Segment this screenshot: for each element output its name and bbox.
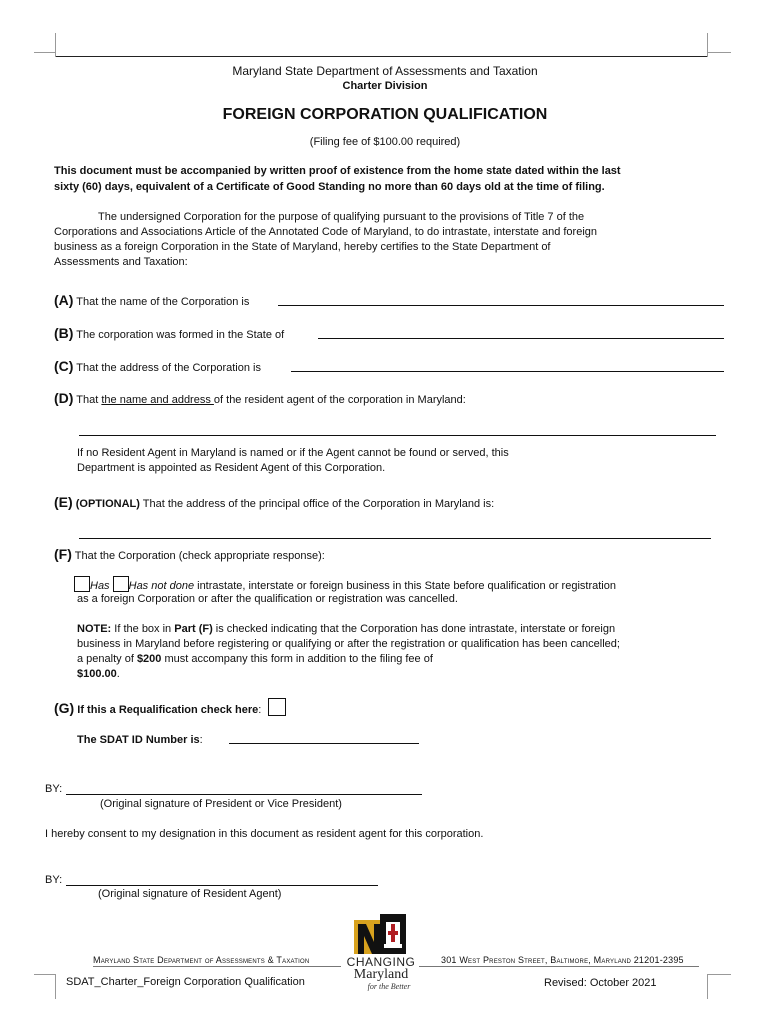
section-a-label: That the name of the Corporation is (76, 296, 250, 308)
fee-amount: $100.00 (77, 668, 117, 680)
section-d-label (76, 394, 466, 406)
footer-rule (419, 966, 699, 967)
has-checkbox[interactable] (74, 576, 90, 592)
note-label: NOTE: (77, 623, 112, 635)
consent-statement: I hereby consent to my designation in this document as resident agent for this corporation. (45, 828, 484, 840)
logo-text-maryland: Maryland (353, 967, 409, 982)
section-a (54, 292, 249, 308)
section-d (54, 390, 466, 406)
by-label: BY: (45, 783, 63, 795)
footer-rule (93, 966, 341, 967)
section-e (54, 494, 494, 510)
section-letter: (C) (54, 358, 74, 374)
body-line: business as a foreign Corporation in the State of Maryland, hereby certifies to the State Department of (54, 241, 551, 253)
crop-mark (34, 974, 56, 975)
division-name: Charter Division (342, 80, 428, 92)
crop-mark (707, 52, 731, 53)
body-line: Corporations and Associations Article of the Annotated Code of Maryland, to do intrastate, interstate and foreign (54, 226, 597, 238)
penalty-note (77, 623, 615, 635)
maryland-flag-icon (354, 914, 406, 954)
body-line: Assessments and Taxation: (54, 256, 188, 268)
agency-name: Maryland State Department of Assessments and Taxation (232, 64, 538, 78)
section-letter: (A) (54, 292, 74, 308)
note-text: business in Maryland before registering or qualifying or after the registration or qualification has been cancelled; (77, 638, 620, 650)
resident-agent-field[interactable] (79, 435, 716, 436)
intro-bold-line: sixty (60) days, equivalent of a Certificate of Good Standing no more than 60 days old at the time of filing. (54, 181, 605, 193)
crop-mark (707, 33, 708, 57)
logo-text-changing: CHANGING (346, 955, 416, 969)
sdat-id-field[interactable] (229, 743, 419, 744)
section-letter: (E) (54, 494, 73, 510)
by-label: BY: (45, 874, 63, 886)
requalification-label: If this a Requalification check here (77, 704, 259, 716)
requalification-colon: : (258, 704, 262, 716)
has-not-label: Has not done (128, 580, 195, 592)
officer-signature-field[interactable] (66, 794, 422, 795)
corporation-name-field[interactable] (278, 305, 724, 306)
resident-agent-note: Department is appointed as Resident Agent of this Corporation. (77, 462, 386, 474)
crop-mark (707, 975, 708, 999)
penalty-note-line (77, 653, 433, 665)
footer-address: 301 West Preston Street, Baltimore, Maryland 21201-2395 (441, 955, 684, 965)
section-g (54, 698, 286, 716)
crop-mark (55, 33, 56, 57)
requalification-checkbox[interactable] (268, 698, 286, 716)
note-text: is checked indicating that the Corporation has done intrastate, interstate or foreign (215, 623, 616, 635)
agent-signature-field[interactable] (66, 885, 378, 886)
changing-maryland-logo (354, 914, 406, 954)
section-f-label: That the Corporation (check appropriate response): (74, 550, 325, 562)
fee-end: . (116, 668, 120, 680)
note-part: Part (F) (174, 623, 213, 635)
section-c-label: That the address of the Corporation is (76, 362, 261, 374)
optional-label: (OPTIONAL) (75, 498, 140, 510)
fee-line (77, 668, 120, 680)
revision-date: Revised: October 2021 (544, 977, 657, 989)
section-letter: (G) (54, 700, 75, 716)
sdat-id-label: The SDAT ID Number is (77, 734, 200, 746)
logo-text-tagline: for the Better (367, 982, 411, 991)
section-letter: (D) (54, 390, 74, 406)
has-not-done-checkbox[interactable] (113, 576, 129, 592)
has-label: Has (90, 580, 110, 592)
page-title: FOREIGN CORPORATION QUALIFICATION (222, 106, 548, 123)
section-d-text: That (76, 394, 102, 406)
section-b (54, 325, 284, 341)
sdat-id-colon: : (199, 734, 203, 746)
fee-note: (Filing fee of $100.00 required) (309, 136, 461, 148)
corporation-address-field[interactable] (291, 371, 724, 372)
business-options-text: as a foreign Corporation or after the qualification or registration was cancelled. (77, 593, 458, 605)
section-letter: (B) (54, 325, 74, 341)
resident-agent-note: If no Resident Agent in Maryland is named or if the Agent cannot be found or served, this (77, 447, 509, 459)
penalty-amount: $200 (136, 653, 162, 665)
state-formed-field[interactable] (318, 338, 724, 339)
note-text: If the box in (114, 623, 172, 635)
section-b-label: The corporation was formed in the State of (76, 329, 285, 341)
note-text: must accompany this form in addition to the filing fee of (164, 653, 433, 665)
sdat-id-row (77, 734, 203, 746)
top-rule (56, 56, 707, 57)
section-c (54, 358, 261, 374)
section-d-underlined: the name and address (101, 394, 214, 406)
crop-mark (55, 975, 56, 999)
form-name: SDAT_Charter_Foreign Corporation Qualification (66, 976, 305, 988)
section-letter: (F) (54, 546, 72, 562)
note-text: a penalty of (77, 653, 134, 665)
business-options (74, 576, 616, 592)
footer-agency: Maryland State Department of Assessments & Taxation (93, 955, 310, 965)
section-f (54, 546, 325, 562)
body-line: The undersigned Corporation for the purpose of qualifying pursuant to the provisions of Title 7 of the (98, 211, 585, 223)
crop-mark (34, 52, 56, 53)
intro-bold-line: This document must be accompanied by written proof of existence from the home state dated within the last (54, 165, 621, 177)
business-options-text: intrastate, interstate or foreign business in this State before qualification or registration (197, 580, 616, 592)
section-e-label: That the address of the principal office of the Corporation in Maryland is: (142, 498, 495, 510)
officer-signature-caption: (Original signature of President or Vice President) (100, 798, 342, 810)
agent-signature-caption: (Original signature of Resident Agent) (98, 888, 282, 900)
crop-mark (707, 974, 731, 975)
principal-office-field[interactable] (79, 538, 711, 539)
section-d-text: of the resident agent of the corporation in Maryland: (213, 394, 466, 406)
